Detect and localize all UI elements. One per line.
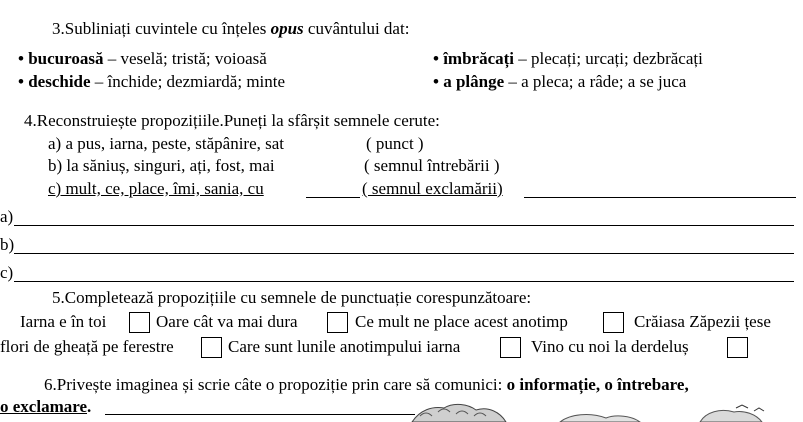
ex3-item-options: – a pleca; a râde; a se juca	[504, 72, 687, 91]
ex6-title-period: .	[87, 397, 92, 416]
ex4-item-c: c) mult, ce, place, îmi, sania, cu	[48, 179, 264, 198]
ex3-item-word: deschide	[28, 72, 91, 91]
ex6-title	[44, 375, 689, 395]
ex4-item-c-underline	[306, 197, 360, 198]
winter-illustration	[410, 398, 803, 422]
ex3-item-1	[18, 49, 267, 69]
ex3-item-options: – plecați; urcați; dezbrăcați	[514, 49, 703, 68]
bullet-icon: •	[18, 72, 24, 91]
ex5-sentence-4: Crăiasa Zăpezii țese	[634, 312, 771, 331]
ex3-item-2	[433, 49, 703, 69]
ex3-item-word: bucuroasă	[28, 49, 104, 68]
ex3-item-word: a plânge	[443, 72, 505, 91]
answer-label-b: b)	[0, 235, 15, 254]
ex5-sentence-2: Oare cât va mai dura	[156, 312, 298, 331]
ex4-hint-c: ( semnul exclamării)	[362, 179, 503, 198]
ex6-answer-line[interactable]	[105, 414, 415, 415]
bullet-icon: •	[18, 49, 24, 68]
ex6-title-emphasis-2: o exclamare	[0, 397, 88, 416]
punctuation-box-5[interactable]	[500, 337, 521, 358]
ex6-title-emphasis: o informație, o întrebare,	[506, 375, 689, 394]
ex5-sentence-1: Iarna e în toi	[20, 312, 107, 331]
bullet-icon: •	[433, 49, 439, 68]
punctuation-box-3[interactable]	[603, 312, 624, 333]
ex3-item-options: – închide; dezmiardă; minte	[90, 72, 286, 91]
ex5-sentence-5: Care sunt lunile anotimpului iarna	[228, 337, 461, 356]
answer-label-a: a)	[0, 207, 14, 226]
ex3-item-3	[18, 72, 285, 92]
answer-line-b[interactable]	[14, 253, 794, 254]
ex6-title-line2	[0, 397, 91, 417]
ex3-title-emphasis: opus	[270, 19, 304, 38]
answer-label-c: c)	[0, 263, 14, 282]
ex3-item-options: – veselă; tristă; voioasă	[103, 49, 267, 68]
ex3-title-end: cuvântului dat:	[303, 19, 410, 38]
bullet-icon: •	[433, 72, 439, 91]
punctuation-box-6[interactable]	[727, 337, 748, 358]
ex5-sentence-4-cont: flori de gheață pe ferestre	[0, 337, 174, 356]
answer-line-c[interactable]	[14, 281, 794, 282]
ex4-item-a: a) a pus, iarna, peste, stăpânire, sat	[48, 134, 285, 153]
punctuation-box-1[interactable]	[129, 312, 150, 333]
ex3-title-text: 3.Subliniați cuvintele cu înțeles	[52, 19, 271, 38]
ex4-hint-a: ( punct )	[366, 134, 424, 153]
punctuation-box-4[interactable]	[201, 337, 222, 358]
ex5-title: 5.Completează propozițiile cu semnele de punctuație corespunzătoare:	[52, 288, 532, 307]
ex4-item-c-answer-line[interactable]	[524, 197, 796, 198]
ex4-title: 4.Reconstruiește propozițiile.Puneți la sfârșit semnele cerute:	[24, 111, 440, 130]
ex3-title	[52, 19, 409, 39]
answer-line-a[interactable]	[14, 225, 794, 226]
ex5-sentence-3: Ce mult ne place acest anotimp	[355, 312, 568, 331]
ex3-item-4	[433, 72, 686, 92]
ex5-sentence-6: Vino cu noi la derdeluș	[531, 337, 689, 356]
ex3-item-word: îmbrăcați	[443, 49, 515, 68]
ex6-title-text: 6.Privește imaginea și scrie câte o propoziție prin care să comunici:	[44, 375, 507, 394]
ex4-hint-b: ( semnul întrebării )	[364, 156, 500, 175]
ex4-item-b: b) la săniuș, singuri, ați, fost, mai	[48, 156, 275, 175]
punctuation-box-2[interactable]	[327, 312, 348, 333]
